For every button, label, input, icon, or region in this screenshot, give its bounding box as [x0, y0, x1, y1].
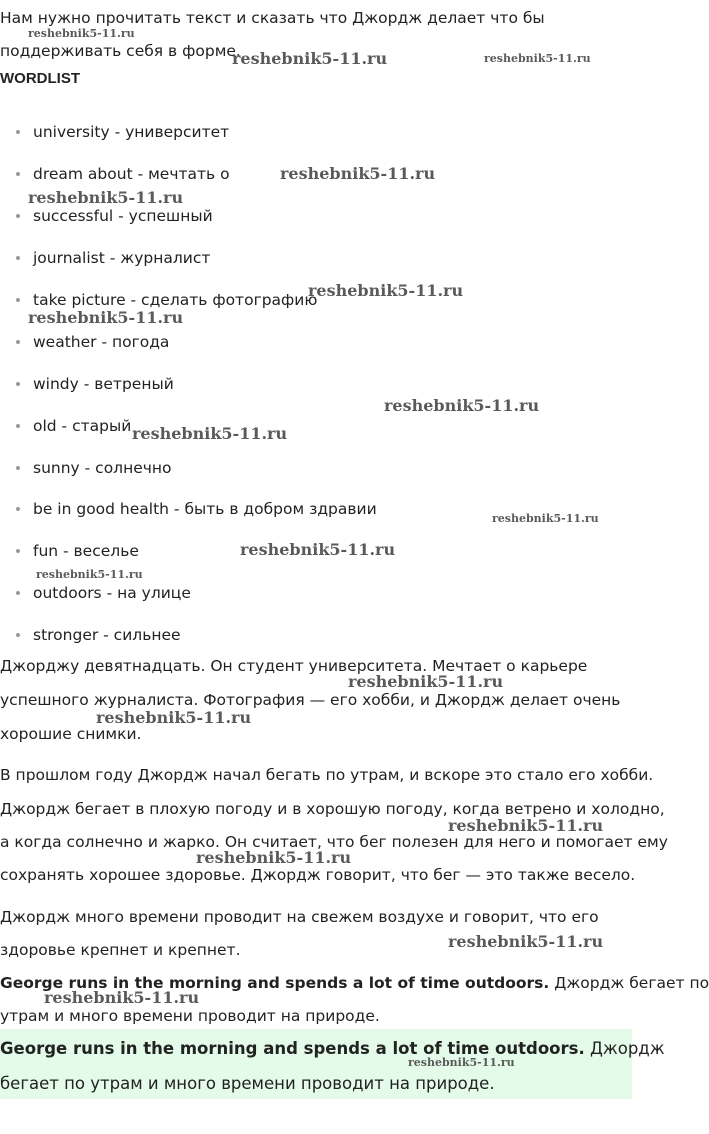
- answer-box-rest: Джордж: [584, 1039, 665, 1058]
- list-item: university - университет: [16, 122, 229, 142]
- bullet-icon: [16, 382, 20, 386]
- translation-p1-line-1: Джорджу девятнадцать. Он студент университета. Мечтает о карьере: [0, 657, 588, 675]
- answer-box-bold: George runs in the morning and spends a lot of time outdoors.: [0, 1039, 585, 1058]
- watermark: reshebnik5-11.ru: [448, 816, 604, 835]
- answer-rest: Джордж бегает по: [549, 974, 709, 992]
- bullet-icon: [16, 298, 20, 302]
- list-item: stronger - сильнее: [16, 625, 181, 645]
- list-item: journalist - журналист: [16, 248, 210, 268]
- list-item: sunny - солнечно: [16, 458, 172, 478]
- answer-box-line-1: [0, 1038, 665, 1060]
- watermark: reshebnik5-11.ru: [232, 49, 388, 68]
- question-line-1: Нам нужно прочитать текст и сказать что Джордж делает что бы: [0, 9, 545, 27]
- translation-p3-line-2: а когда солнечно и жарко. Он считает, что бег полезен для него и помогает ему: [0, 833, 668, 851]
- watermark: reshebnik5-11.ru: [28, 308, 184, 327]
- list-item: successful - успешный: [16, 206, 213, 226]
- watermark: reshebnik5-11.ru: [28, 188, 184, 207]
- bullet-icon: [16, 214, 20, 218]
- translation-p1-line-3: хорошие снимки.: [0, 725, 142, 743]
- watermark: reshebnik5-11.ru: [448, 932, 604, 951]
- watermark: reshebnik5-11.ru: [196, 848, 352, 867]
- watermark: reshebnik5-11.ru: [484, 52, 591, 65]
- list-item: windy - ветреный: [16, 374, 174, 394]
- answer-bold: George runs in the morning and spends a lot of time outdoors.: [0, 974, 550, 992]
- bullet-icon: [16, 591, 20, 595]
- answer-box-line-2: бегает по утрам и много времени проводит на природе.: [0, 1074, 495, 1093]
- bullet-icon: [16, 507, 20, 511]
- bullet-icon: [16, 172, 20, 176]
- list-item: outdoors - на улице: [16, 583, 191, 603]
- watermark: reshebnik5-11.ru: [280, 164, 436, 183]
- watermark: reshebnik5-11.ru: [384, 396, 540, 415]
- list-item: dream about - мечтать о: [16, 164, 230, 184]
- bullet-icon: [16, 466, 20, 470]
- watermark: reshebnik5-11.ru: [96, 708, 252, 727]
- translation-p1-line-2: успешного журналиста. Фотография — его хобби, и Джордж делает очень: [0, 691, 621, 709]
- watermark: reshebnik5-11.ru: [492, 512, 599, 525]
- watermark: reshebnik5-11.ru: [408, 1056, 515, 1069]
- list-item: take picture - сделать фотографию: [16, 290, 317, 310]
- list-item: old - старый: [16, 416, 131, 436]
- list-item: weather - погода: [16, 332, 169, 352]
- bullet-icon: [16, 256, 20, 260]
- bullet-icon: [16, 633, 20, 637]
- watermark: reshebnik5-11.ru: [240, 540, 396, 559]
- watermark: reshebnik5-11.ru: [308, 281, 464, 300]
- wordlist-heading: WORDLIST: [0, 70, 80, 87]
- translation-p4-line-2: здоровье крепнет и крепнет.: [0, 941, 241, 959]
- watermark: reshebnik5-11.ru: [44, 988, 200, 1007]
- bullet-icon: [16, 549, 20, 553]
- list-item: be in good health - быть в добром здравии: [16, 499, 377, 519]
- watermark: reshebnik5-11.ru: [348, 672, 504, 691]
- watermark: reshebnik5-11.ru: [36, 568, 143, 581]
- translation-p3-line-3: сохранять хорошее здоровье. Джордж говорит, что бег — это также весело.: [0, 866, 636, 884]
- watermark: reshebnik5-11.ru: [132, 424, 288, 443]
- bullet-icon: [16, 340, 20, 344]
- list-item: fun - веселье: [16, 541, 139, 561]
- translation-p2: В прошлом году Джордж начал бегать по утрам, и вскоре это стало его хобби.: [0, 766, 654, 784]
- translation-p4-line-1: Джордж много времени проводит на свежем воздухе и говорит, что его: [0, 908, 599, 926]
- watermark: reshebnik5-11.ru: [28, 27, 135, 40]
- bullet-icon: [16, 130, 20, 134]
- question-line-2: поддерживать себя в форме.: [0, 42, 241, 60]
- answer-line-2: утрам и много времени проводит на природе.: [0, 1007, 380, 1025]
- bullet-icon: [16, 424, 20, 428]
- translation-p3-line-1: Джордж бегает в плохую погоду и в хорошую погоду, когда ветрено и холодно,: [0, 800, 665, 818]
